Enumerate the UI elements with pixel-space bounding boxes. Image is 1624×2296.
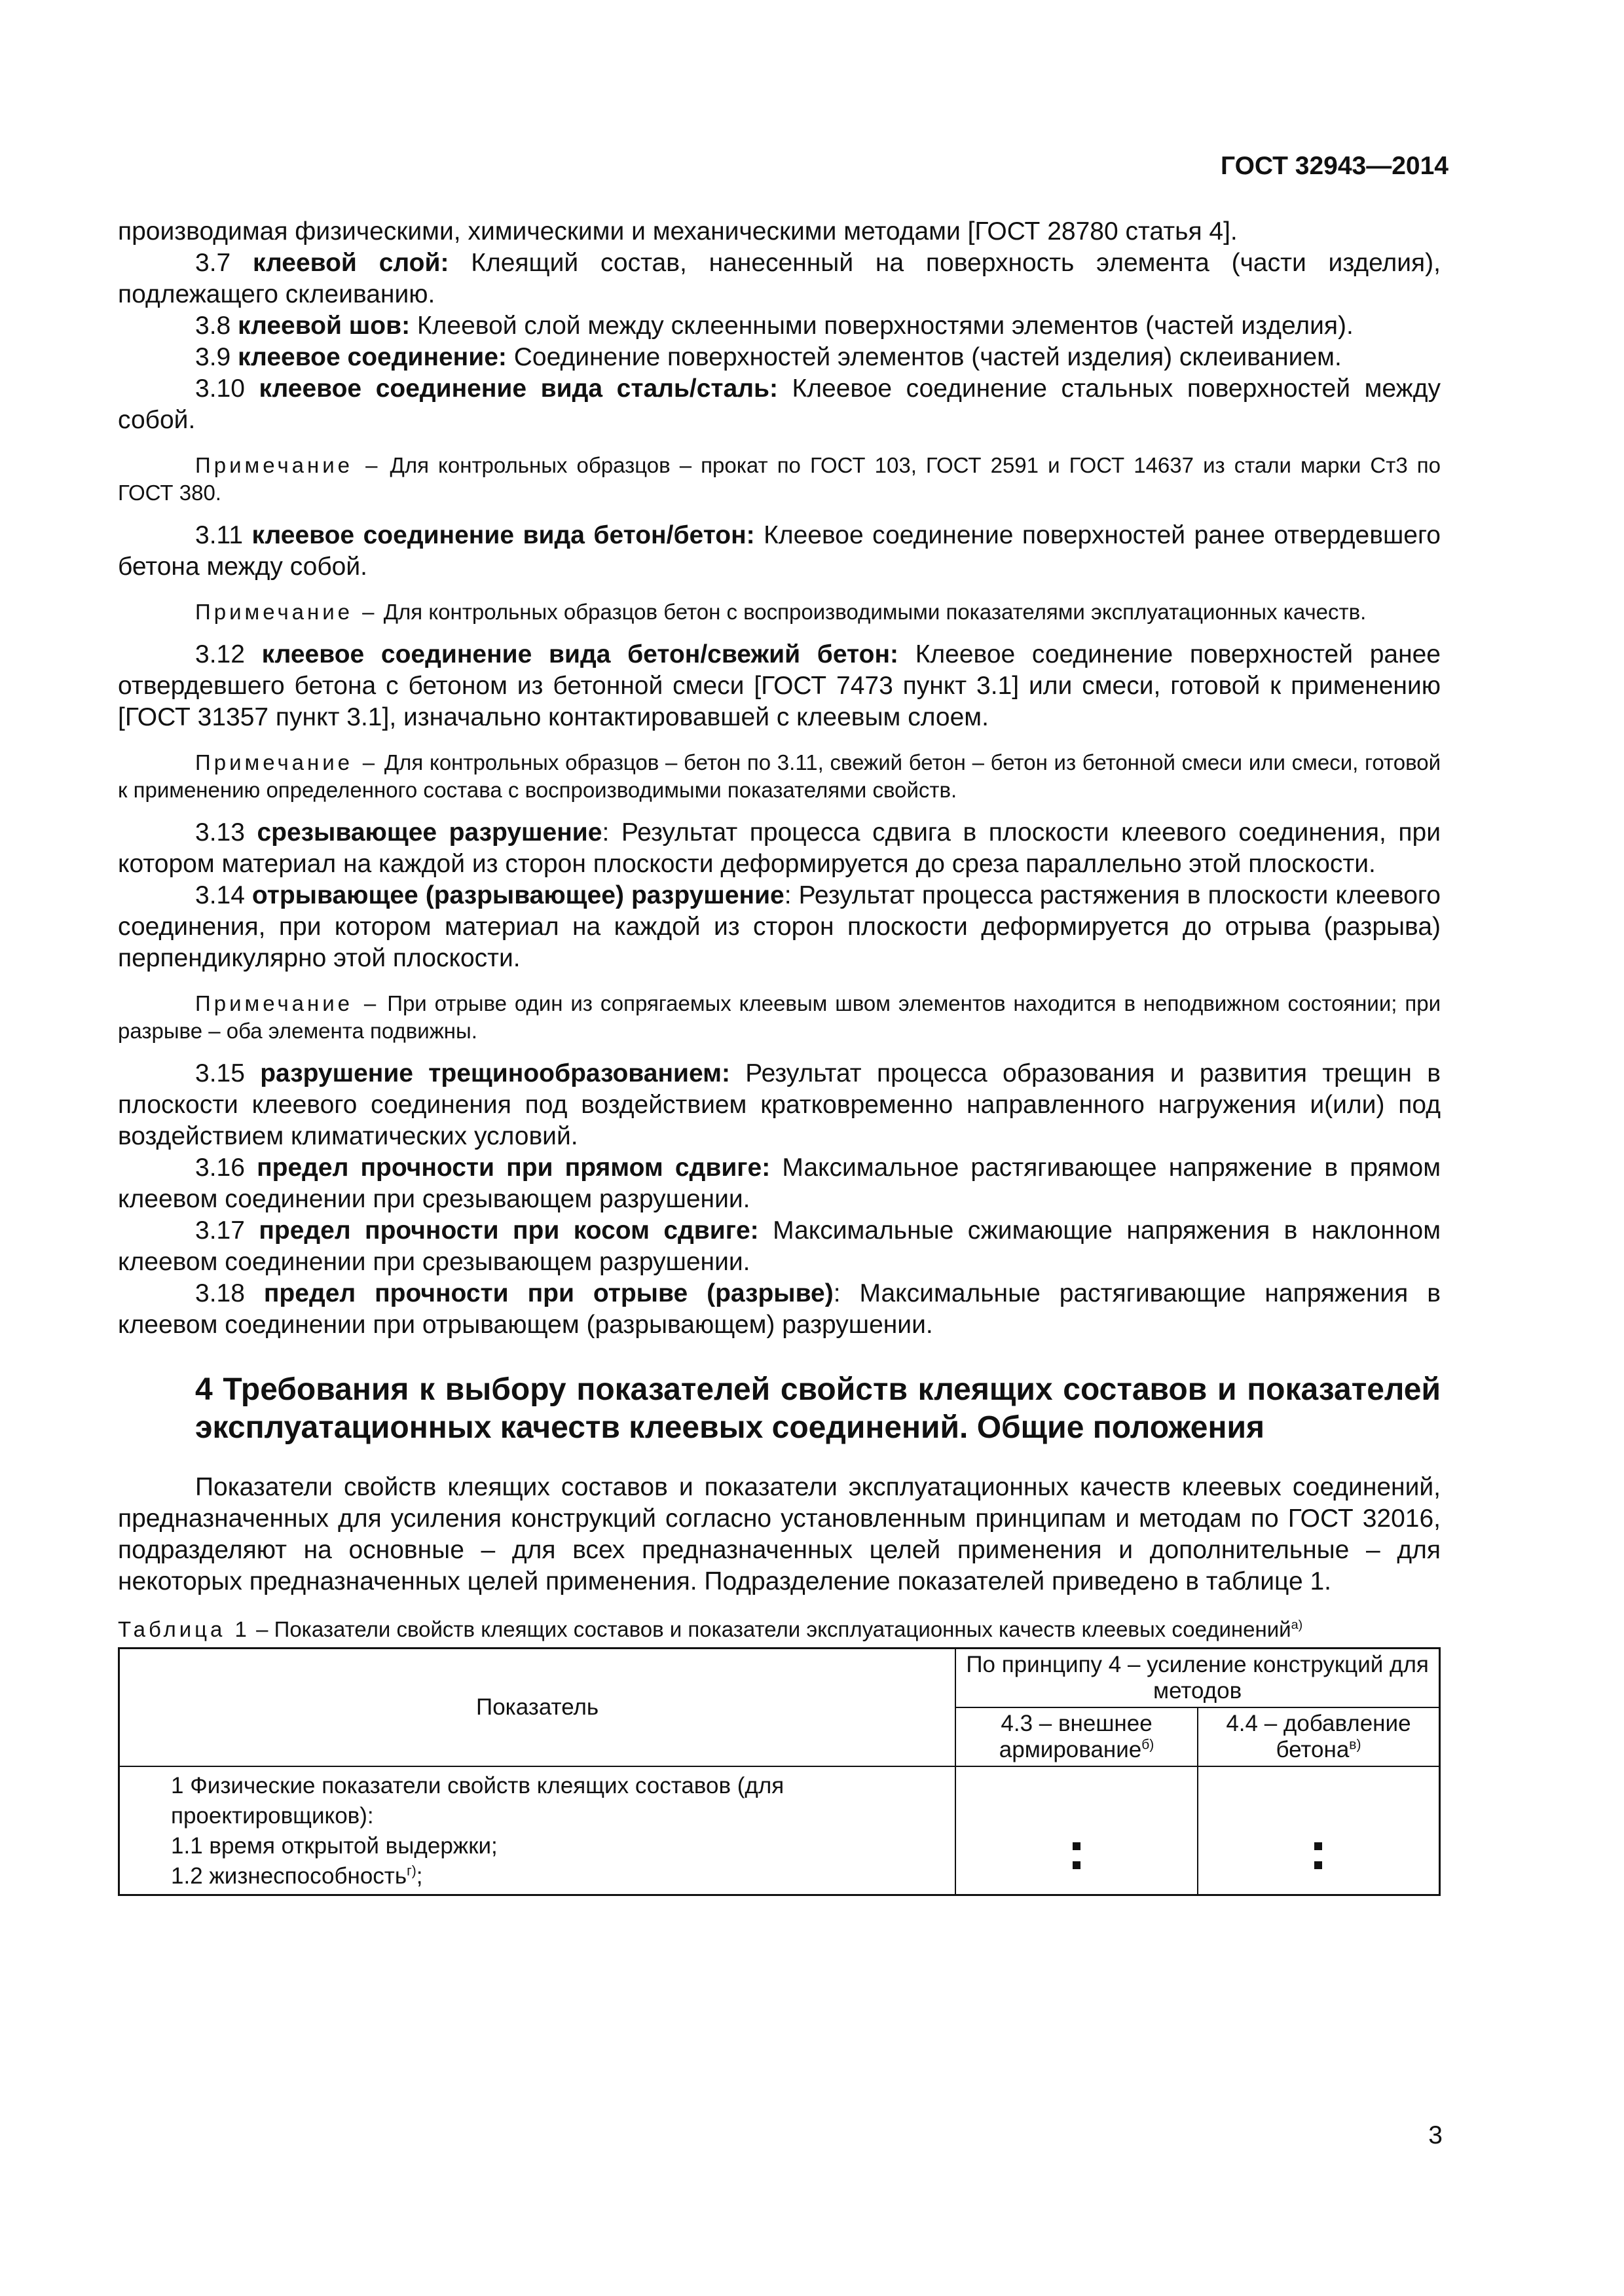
table-row (119, 1766, 1440, 1895)
row-indicators-cell (119, 1766, 956, 1895)
term-3-15: 3.15 разрушение трещинообразованием: Результат процесса образования и развития трещин в плоскости клеевого соединения под воздействием кратковременно направленного нагружения и(или) под воздействием климатических условий. (118, 1059, 1441, 1150)
header-external-reinforcement: 4.3 – внешнее армирование$^{б)}$ (955, 1707, 1198, 1766)
row-pot-life: 1.2 жизнеспособность$^{г)}$; (171, 1863, 423, 1889)
row-group-title: 1 Физические показатели свойств клеящих составов (для проектировщиков): (171, 1773, 784, 1829)
document-code: ГОСТ 32943—2014 (1221, 152, 1449, 180)
term-3-10: 3.10 клеевое соединение вида сталь/сталь: Клеевое соединение стальных поверхностей между собой. (118, 374, 1441, 434)
header-indicator: Показатель (119, 1649, 956, 1767)
col2-markers (1198, 1766, 1440, 1895)
table-caption: Таблица 1 – Показатели свойств клеящих составов и показатели эксплуатационных качеств клеевых соединений$^{а)}$ (118, 1617, 1303, 1641)
term-3-17: 3.17 предел прочности при косом сдвиге: Максимальные сжимающие напряжения в наклонном клеевом соединении при срезывающем разрушении. (118, 1216, 1441, 1276)
note-1: Примечание – Для контрольных образцов – прокат по ГОСТ 103, ГОСТ 2591 и ГОСТ 14637 из стали марки Ст3 по ГОСТ 380. (118, 453, 1441, 505)
term-3-18: 3.18 предел прочности при отрыве (разрыве): Максимальные растягивающие напряжения в клеевом соединении при отрывающем (разрывающем) разрушении. (118, 1279, 1441, 1339)
row-open-time: 1.1 время открытой выдержки; (171, 1833, 498, 1859)
note-2: Примечание – Для контрольных образцов бетон с воспроизводимыми показателями эксплуатационных качеств. (195, 600, 1367, 624)
indicators-table (118, 1647, 1441, 1896)
term-3-11: 3.11 клеевое соединение вида бетон/бетон: Клеевое соединение поверхностей ранее отвердевшего бетона между собой. (118, 521, 1441, 581)
col1-markers (955, 1766, 1198, 1895)
term-3-14: 3.14 отрывающее (разрывающее) разрушение: Результат процесса растяжения в плоскости клеевого соединения, при котором материал на каждой из сторон плоскости деформируется до отрыва (разрыва) перпендикулярно этой плоскости. (118, 881, 1441, 972)
marker-square-icon (1314, 1861, 1322, 1869)
term-3-12: 3.12 клеевое соединение вида бетон/свежий бетон: Клеевое соединение поверхностей ранее отвердевшего бетона с бетоном из бетонной смеси [ГОСТ 7473 пункт 3.1] или смеси, готовой к применению [ГОСТ 31357 пункт 3.1], изначально контактировавшей с клеевым слоем. (118, 640, 1441, 731)
page-number: 3 (1428, 2121, 1443, 2149)
term-3-16: 3.16 предел прочности при прямом сдвиге: Максимальное растягивающее напряжение в прямом клеевом соединении при срезывающем разрушении. (118, 1154, 1441, 1213)
section-4-heading: 4 Требования к выбору показателей свойств клеящих составов и показателей эксплуатационных качеств клеевых соединений. Общие положения (195, 1372, 1441, 1445)
section-4-body: Показатели свойств клеящих составов и показатели эксплуатационных качеств клеевых соединений, предназначенных для усиления конструкций согласно установленным принципам и методам по ГОСТ 32016, подразделяют на основные – для всех предназначенных целей применения и дополнительные – для некоторых предназначенных целей применения. Подразделение показателей приведено в таблице 1. (118, 1473, 1441, 1595)
term-3-8: 3.8 клеевой шов: Клеевой слой между склеенными поверхностями элементов (частей изделия). (195, 312, 1354, 340)
marker-square-icon (1073, 1861, 1080, 1869)
marker-square-icon (1314, 1842, 1322, 1850)
paragraph-continuation: производимая физическими, химическими и механическими методами [ГОСТ 28780 статья 4]. (118, 217, 1238, 246)
term-3-13: 3.13 срезывающее разрушение: Результат процесса сдвига в плоскости клеевого соединения, при котором материал на каждой из сторон плоскости деформируется до среза параллельно этой плоскости. (118, 818, 1441, 878)
header-concrete-addition: 4.4 – добавление бетона$^{в)}$ (1198, 1707, 1440, 1766)
note-3: Примечание – Для контрольных образцов – бетон по 3.11, свежий бетон – бетон из бетонной смеси или смеси, готовой к применению определенного состава с воспроизводимыми показателями свойств. (118, 750, 1441, 802)
term-3-7: 3.7 клеевой слой: Клеящий состав, нанесенный на поверхность элемента (части изделия), подлежащего склеиванию. (118, 249, 1441, 308)
marker-square-icon (1073, 1842, 1080, 1850)
header-principle: По принципу 4 – усиление конструкций для методов (955, 1649, 1439, 1708)
note-4: Примечание – При отрыве один из сопрягаемых клеевым швом элементов находится в неподвижном состоянии; при разрыве – оба элемента подвижны. (118, 991, 1441, 1043)
page-content (118, 216, 1441, 1896)
term-3-9: 3.9 клеевое соединение: Соединение поверхностей элементов (частей изделия) склеиванием. (195, 343, 1342, 371)
